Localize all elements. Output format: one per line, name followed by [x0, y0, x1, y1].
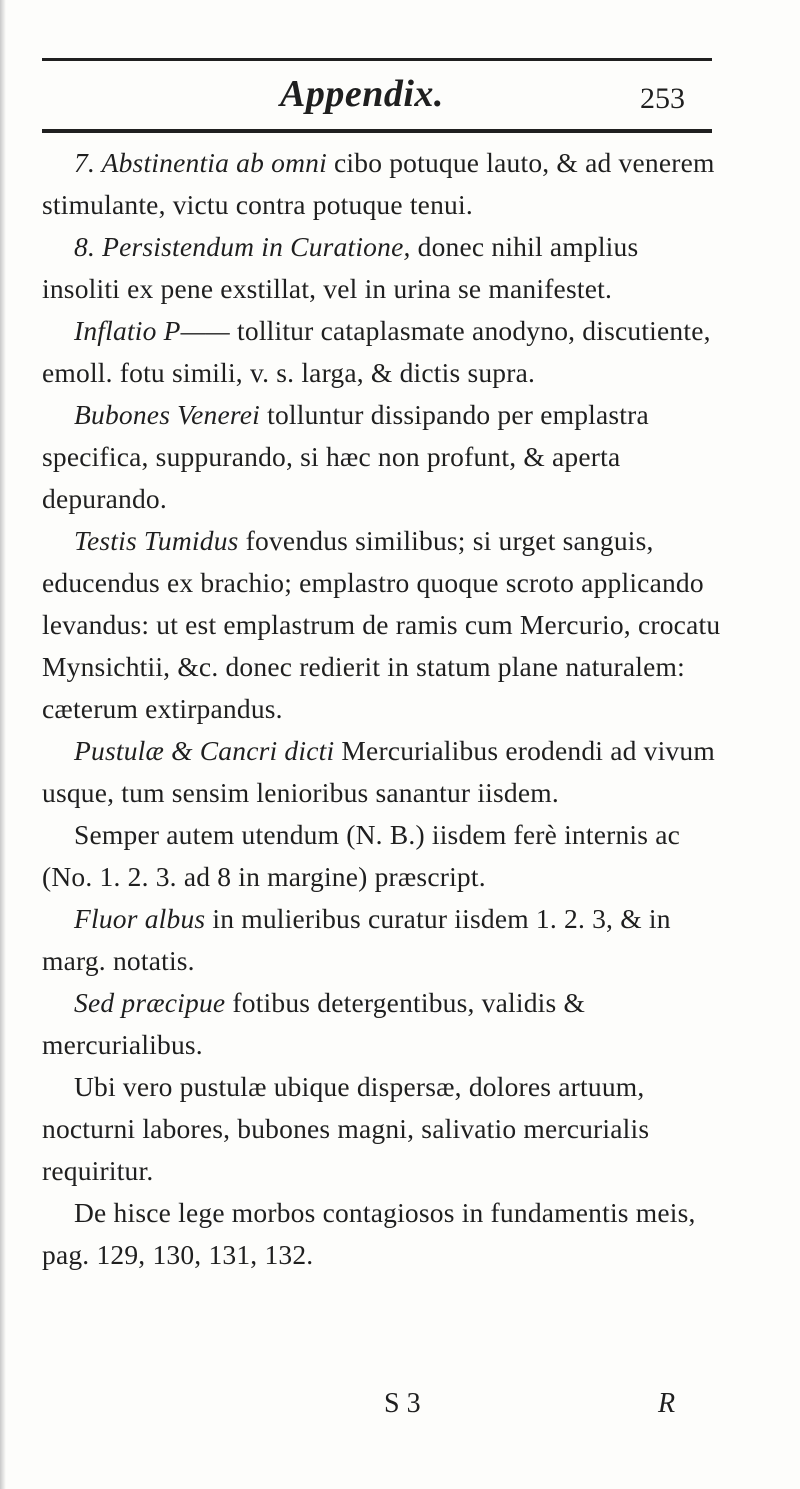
paragraph-lead: Testis Tumidus	[74, 525, 239, 556]
header-rule	[42, 129, 712, 133]
signature-mark: S 3	[384, 1388, 421, 1419]
paragraph-body: tolluntur dissipando per emplastra specifica, suppurando, si hæc non profunt, & aperta depurando.	[42, 399, 649, 514]
paragraph-body: De hisce lege morbos contagiosos in fundamentis meis, pag. 129, 130, 131, 132.	[42, 1197, 696, 1270]
paragraph-lead: Pustulæ & Cancri dicti	[74, 735, 335, 766]
paragraph-body: in mulieribus curatur iisdem 1. 2. 3, & in marg. notatis.	[42, 903, 671, 976]
paragraph-pustulae	[42, 730, 722, 814]
paragraph-semper	[42, 814, 722, 898]
paragraph-testis	[42, 520, 722, 730]
top-rule	[42, 58, 712, 61]
running-head: Appendix.	[280, 73, 444, 115]
page-gutter-shadow	[0, 0, 6, 1489]
paragraph-body: fovendus similibus; si urget sanguis, educendus ex brachio; emplastro quoque scroto applicando levandus: ut est emplastrum de ramis cum Mercurio, crocatu Mynsichtii, &c. donec redierit in statum plane naturalem: cæterum extirpandus.	[42, 525, 721, 724]
paragraph-lead: Sed præcipue	[74, 987, 226, 1018]
paragraph-ubi	[42, 1066, 722, 1192]
page-number: 253	[640, 82, 685, 115]
paragraph-fluor	[42, 898, 722, 982]
paragraph-lead: 8. Persistendum in Curatione,	[74, 231, 411, 262]
paragraph-sed	[42, 982, 722, 1066]
paragraph-body: fotibus detergentibus, validis & mercurialibus.	[42, 987, 586, 1060]
paragraph-lead: Bubones Venerei	[74, 399, 261, 430]
paragraph-body: tollitur cataplasmate anodyno, discutiente, emoll. fotu simili, v. s. larga, & dictis supra.	[42, 315, 711, 388]
paragraph-lead: 7. Abstinentia ab omni	[74, 147, 327, 178]
paragraph-body: Semper autem utendum (N. B.) iisdem ferè internis ac (No. 1. 2. 3. ad 8 in margine) præscript.	[42, 819, 681, 892]
paragraph-body: Mercurialibus erodendi ad vivum usque, tum sensim lenioribus sanantur iisdem.	[42, 735, 715, 808]
paragraph-lead: Fluor albus	[74, 903, 206, 934]
paragraph-body: donec nihil amplius insoliti ex pene exstillat, vel in urina se manifestet.	[42, 231, 639, 304]
paragraph-inflatio	[42, 310, 722, 394]
paragraph-abstinentia	[42, 142, 722, 226]
paragraph-persistendum	[42, 226, 722, 310]
body-text	[42, 142, 722, 1276]
paragraph-lead: Inflatio P——	[74, 315, 230, 346]
paragraph-body: cibo potuque lauto, & ad venerem stimulante, victu contra potuque tenui.	[42, 147, 715, 220]
paragraph-body: Ubi vero pustulæ ubique dispersæ, dolores artuum, nocturni labores, bubones magni, salivatio mercurialis requiritur.	[42, 1071, 650, 1186]
paragraph-bubones	[42, 394, 722, 520]
paragraph-de-hisce	[42, 1192, 722, 1276]
catchword: R	[658, 1388, 676, 1419]
